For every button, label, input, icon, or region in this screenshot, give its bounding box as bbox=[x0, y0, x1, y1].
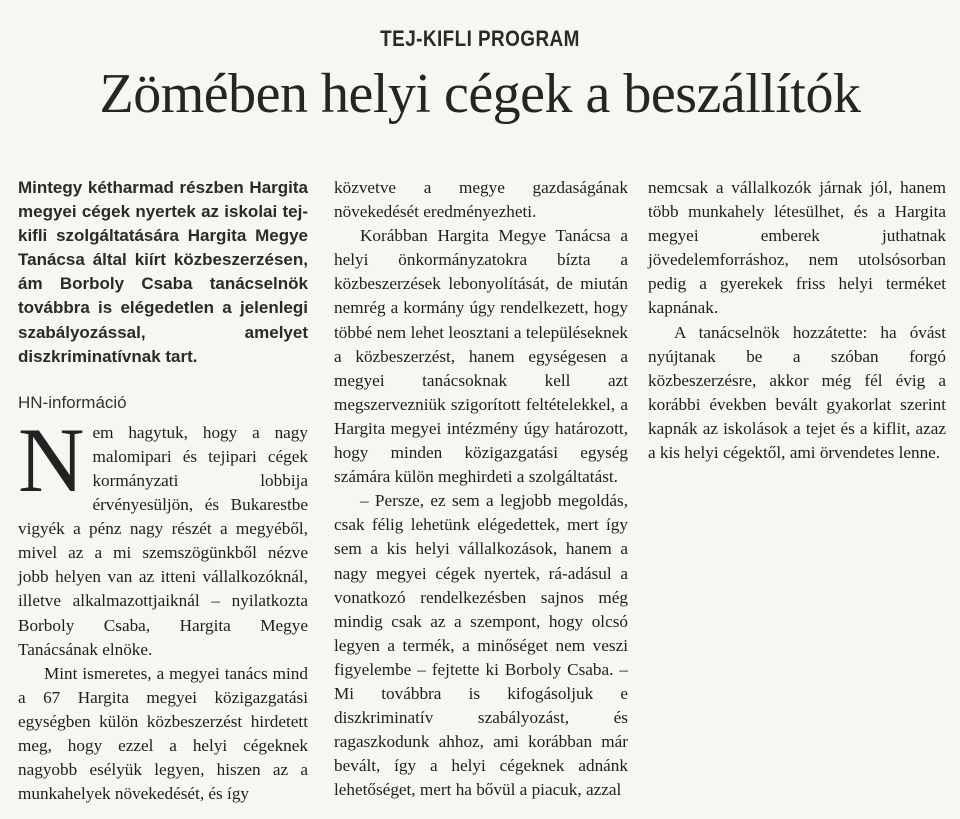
paragraph-2-continued: közvetve a megye gazdaságának növekedését eredményezheti. bbox=[334, 178, 628, 222]
paragraph-3: Korábban Hargita Megye Tanácsa a helyi önkormányzatokra bízta a közbeszerzések lebonyolítását, de miután nemrég a kormány úgy rendelkezett, hogy többé nem lehet leosztani a településeknek a közbeszerzést, hanem egységesen a megyei tanácsoknak kell azt megszervezniük szigorított feltételekkel, a Hargita megyei intézmény úgy határozott, hogy minden közigazgatási egység számára külön meghirdeti a szolgáltatást. bbox=[334, 226, 628, 487]
paragraph-2-text: Mint ismeretes, a megyei tanács mind a 67 Hargita megyei közigazgatási egységben külön közbeszerzést hirdetett meg, hogy ezzel a helyi cégeknek nagyobb esélyük legyen, hiszen az a munkahelyek növekedését, és így bbox=[18, 663, 308, 804]
column-1 bbox=[18, 176, 308, 806]
column-3 bbox=[648, 176, 946, 465]
paragraph-5: A tanácselnök hozzátette: ha óvást nyújtanak be a szóban forgó közbeszerzésre, akkor még fél évig a korábbi években bevált gyakorlat szerint kapnák az iskolások a tejet és a kiflit, azaz a kis helyi cégektől, ami örvendetes lenne. bbox=[648, 322, 946, 463]
headline: Zömében helyi cégek a beszállítók bbox=[99, 63, 861, 125]
drop-cap: N bbox=[18, 408, 85, 511]
paragraph-1 bbox=[18, 408, 308, 662]
paragraph-2-start bbox=[18, 662, 308, 807]
column-2 bbox=[334, 176, 628, 802]
section-kicker: TEJ-KIFLI PROGRAM bbox=[380, 26, 580, 51]
paragraph-4: – Persze, ez sem a legjobb megoldás, csak félig lehetünk elégedettek, mert így sem a kis helyi vállalkozások, hanem a nagy megyei cégek nyertek, rá-adásul a vonatkozó rendelkezésben sajnos még mindig csak az a szempont, hogy olcsó legyen a termék, a minőséget nem veszi figyelembe – fejtette ki Borboly Csaba. – Mi továbbra is kifogásoljuk e diszkriminatív szabályozást, és ragaszkodunk ahhoz, ami korábban már bevált, így a helyi cégeknek adnánk lehetőséget, mert ha bővül a piacuk, azzal bbox=[334, 491, 628, 800]
paragraph-1-text: em hagytuk, hogy a nagy malomipari és tejipari cégek kormányzati lobbija érvényesüljön, és Bukarestbe vigyék a pénz nagy részét a megyéből, mivel az a mi szemszögünkből nézve jobb helyen van az itteni vállalkozóknál, illetve alkalmazottjaiknál – nyilatkozta Borboly Csaba, Hargita Megye Tanácsának elnöke. bbox=[18, 422, 308, 659]
lead-paragraph: Mintegy kétharmad részben Hargita megyei cégek nyertek az iskolai tej-kifli szolgáltatására Hargita Megye Tanácsa által kiírt közbeszerzésen, ám Borboly Csaba tanácselnök továbbra is elégedetlen a jelenlegi szabályozással, amelyet diszkriminatívnak tart. bbox=[18, 178, 308, 366]
paragraph-4-continued: nemcsak a vállalkozók járnak jól, hanem több munkahely létesülhet, és a Hargita megyei emberek juthatnak jövedelemforráshoz, nem utolsósorban pedig a gyerekek friss helyi terméket kapnának. bbox=[648, 178, 946, 318]
source-credit: HN-információ bbox=[18, 392, 127, 412]
